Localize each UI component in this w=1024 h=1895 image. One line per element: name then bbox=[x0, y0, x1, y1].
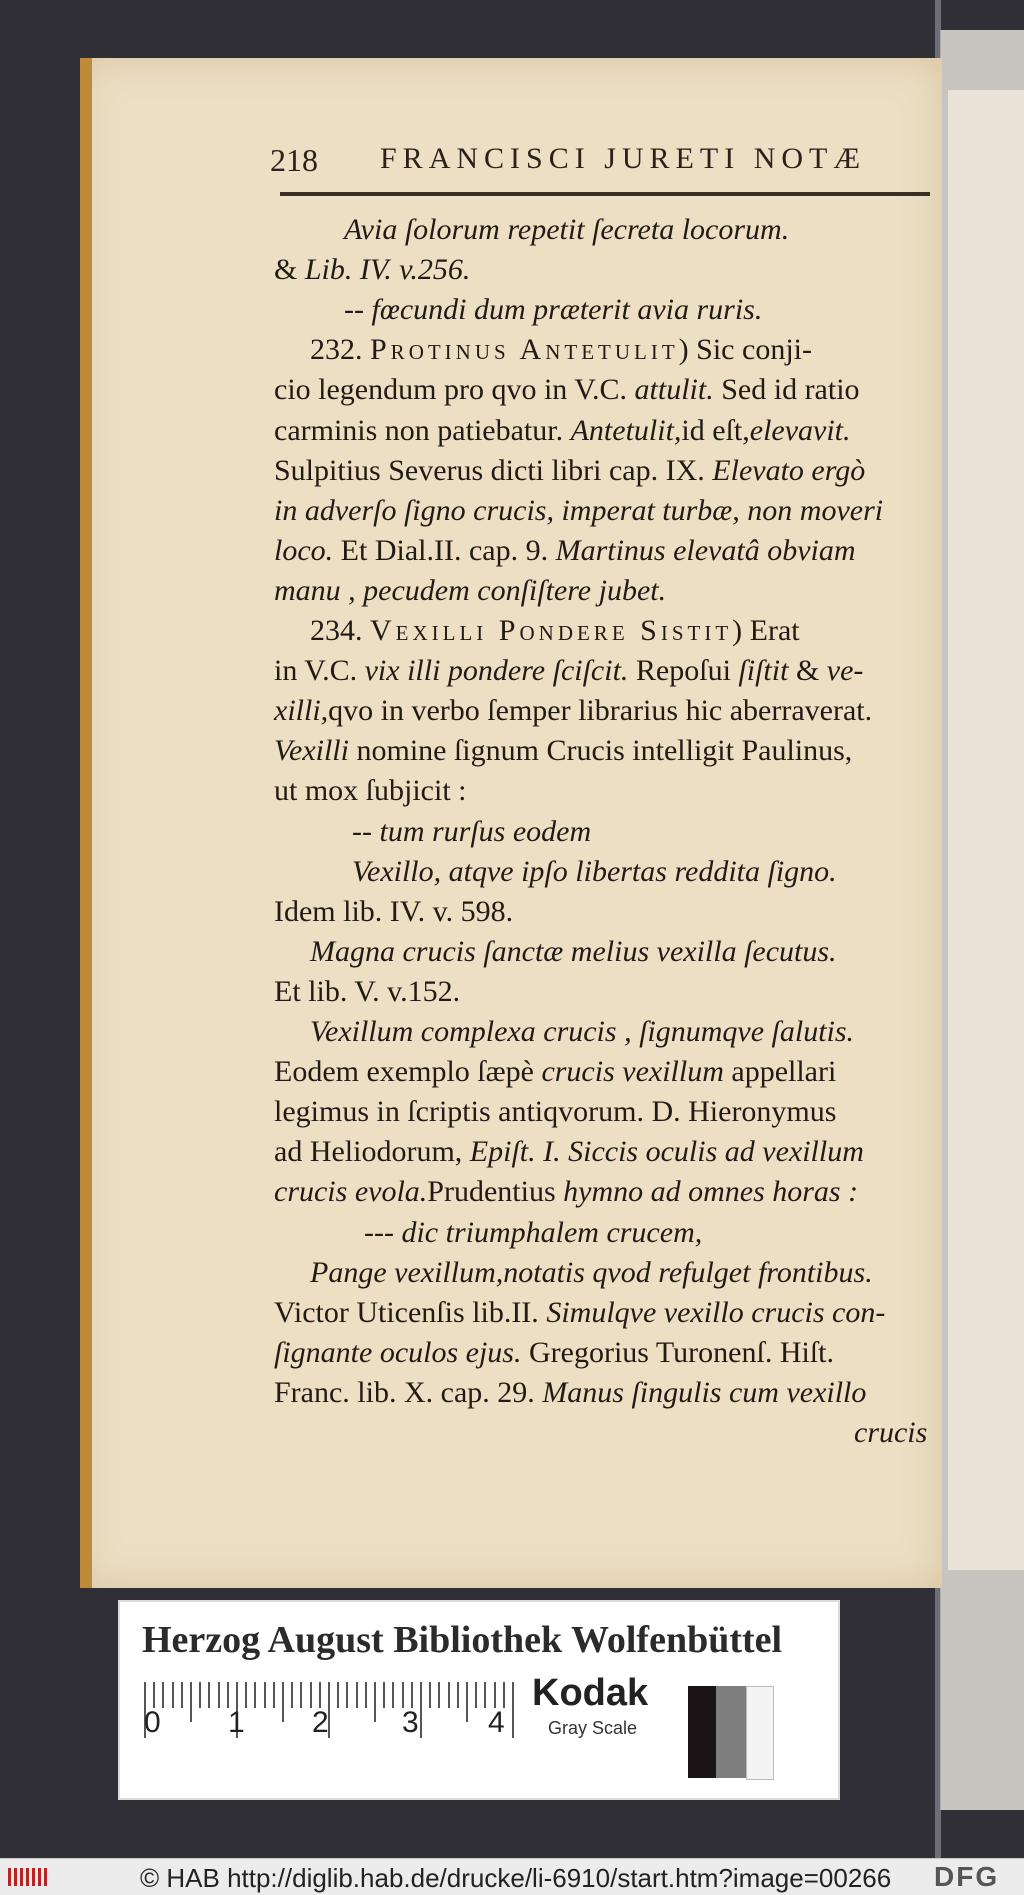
text-line bbox=[310, 932, 837, 972]
text-segment: ) Erat bbox=[732, 614, 800, 647]
ruler-tick bbox=[337, 1682, 339, 1708]
text-segment: Vexillo, atqve ipſo libertas reddita ſigno. bbox=[352, 855, 837, 888]
gray-scale-label: Gray Scale bbox=[548, 1718, 638, 1738]
text-segment: Vexilli bbox=[274, 734, 349, 767]
text-segment: Vexilli Pondere Sistit bbox=[370, 614, 733, 647]
gray-patch bbox=[716, 1686, 746, 1778]
text-segment: carminis non patiebatur. bbox=[274, 414, 571, 447]
ruler-tick bbox=[162, 1682, 164, 1708]
text-line bbox=[274, 892, 513, 932]
footer-copyright-link[interactable]: © HAB http://diglib.hab.de/drucke/li-6910/start.htm?image=00266 bbox=[140, 1863, 892, 1893]
text-segment: Lib. IV. v.256. bbox=[304, 253, 471, 286]
ruler-tick bbox=[310, 1682, 312, 1708]
text-segment: Avia ſolorum repetit ſecreta locorum. bbox=[344, 213, 790, 246]
text-segment: Pange vexillum,notatis qvod refulget frontibus. bbox=[310, 1256, 873, 1289]
text-segment: ad Heliodorum, bbox=[274, 1135, 470, 1168]
ruler-tick bbox=[199, 1682, 201, 1708]
text-segment: vix illi pondere ſciſcit. bbox=[364, 654, 629, 687]
text-line bbox=[274, 1333, 834, 1373]
text-line bbox=[352, 852, 837, 892]
text-line bbox=[274, 411, 851, 451]
text-line bbox=[274, 651, 863, 691]
text-segment: Eodem exemplo ſæpè bbox=[274, 1055, 542, 1088]
text-segment: Et Dial.II. cap. 9. bbox=[333, 534, 556, 567]
ruler-tick bbox=[429, 1682, 431, 1708]
facing-page-paper bbox=[948, 90, 1024, 1570]
text-line bbox=[310, 611, 800, 651]
text-segment: Idem lib. IV. v. 598. bbox=[274, 895, 514, 928]
hab-logo-icon bbox=[6, 1865, 52, 1889]
dfg-logo: DFG bbox=[934, 1861, 1000, 1892]
ruler-tick bbox=[457, 1682, 459, 1708]
text-segment: Manus ſingulis cum vexillo bbox=[542, 1376, 867, 1409]
text-segment: in adverſo ſigno crucis, imperat turbæ, non moveri bbox=[274, 494, 884, 527]
text-line bbox=[274, 1132, 864, 1172]
text-line bbox=[310, 330, 812, 370]
text-segment: & bbox=[788, 654, 827, 687]
text-line bbox=[274, 1373, 866, 1413]
text-segment: in V.C. bbox=[274, 654, 365, 687]
text-line bbox=[274, 1092, 836, 1132]
text-segment: Martinus elevatâ obviam bbox=[555, 534, 856, 567]
text-segment: loco. bbox=[274, 534, 334, 567]
text-segment: Franc. lib. X. cap. 29. bbox=[274, 1376, 543, 1409]
kodak-logo: Kodak bbox=[532, 1672, 649, 1714]
ruler-tick bbox=[227, 1682, 229, 1708]
ruler-tick bbox=[218, 1682, 220, 1708]
ruler-tick bbox=[392, 1682, 394, 1708]
card-title: Herzog August Bibliothek Wolfenbüttel bbox=[142, 1619, 783, 1661]
ruler-tick bbox=[420, 1682, 422, 1738]
text-segment: Protinus Antetulit bbox=[370, 333, 679, 366]
ruler-tick bbox=[245, 1682, 247, 1708]
text-segment: attulit. bbox=[634, 373, 714, 406]
ruler-tick bbox=[172, 1682, 174, 1708]
text-segment: crucis evola. bbox=[274, 1175, 428, 1208]
ruler-tick bbox=[466, 1682, 468, 1722]
text-line bbox=[310, 1012, 854, 1052]
ruler-tick bbox=[365, 1682, 367, 1708]
text-segment: Et lib. V. v.152. bbox=[274, 975, 461, 1008]
ruler-tick bbox=[484, 1682, 486, 1708]
text-segment: Sed id ratio bbox=[713, 373, 860, 406]
white-patch bbox=[746, 1686, 774, 1780]
ruler-tick bbox=[190, 1682, 192, 1722]
page-number: 218 bbox=[270, 142, 318, 178]
text-line bbox=[352, 812, 591, 852]
text-line bbox=[854, 1413, 927, 1453]
text-line bbox=[274, 1052, 836, 1092]
text-segment: Antetulit, bbox=[570, 414, 682, 447]
text-segment: Prudentius bbox=[427, 1175, 564, 1208]
text-line bbox=[274, 571, 666, 611]
text-line bbox=[274, 451, 865, 491]
text-segment: & bbox=[274, 253, 305, 286]
text-line bbox=[274, 531, 856, 571]
text-segment: crucis bbox=[854, 1416, 928, 1449]
text-segment: Epiſt. I. Siccis oculis ad vexillum bbox=[469, 1135, 864, 1168]
ruler-tick bbox=[374, 1682, 376, 1722]
ruler-tick bbox=[319, 1682, 321, 1708]
ruler-tick bbox=[448, 1682, 450, 1708]
text-segment: ) Sic conji- bbox=[678, 333, 812, 366]
text-segment: ſiſtit bbox=[738, 654, 789, 687]
text-segment: Simulqve vexillo crucis con- bbox=[546, 1296, 886, 1329]
text-segment: Vexillum complexa crucis , ſignumqve ſalutis. bbox=[310, 1015, 855, 1048]
text-segment: --- dic triumphalem crucem, bbox=[364, 1216, 703, 1249]
text-line bbox=[274, 731, 852, 771]
ruler-tick bbox=[153, 1682, 155, 1708]
page-edge bbox=[80, 58, 92, 1588]
black-patch bbox=[688, 1686, 716, 1778]
text-line bbox=[344, 210, 789, 250]
text-line bbox=[274, 1172, 858, 1212]
text-line bbox=[364, 1213, 702, 1253]
ruler-number: 1 bbox=[228, 1706, 245, 1739]
text-segment: appellari bbox=[723, 1055, 837, 1088]
ruler-tick bbox=[411, 1682, 413, 1708]
text-segment: -- tum rurſus eodem bbox=[352, 815, 592, 848]
text-segment: id eſt, bbox=[681, 414, 750, 447]
text-segment: Gregorius Turonenſ. Hiſt. bbox=[521, 1336, 834, 1369]
text-line bbox=[274, 1293, 885, 1333]
text-line bbox=[274, 691, 872, 731]
ruler-tick bbox=[512, 1682, 514, 1738]
text-segment: manu , pecudem conſiſtere jubet. bbox=[274, 574, 667, 607]
ruler-number: 2 bbox=[312, 1706, 329, 1739]
text-segment: Elevato ergò bbox=[712, 454, 866, 487]
text-line bbox=[310, 1253, 873, 1293]
ruler-tick bbox=[254, 1682, 256, 1708]
text-segment: 232. bbox=[310, 333, 370, 366]
text-line bbox=[274, 250, 470, 290]
ruler bbox=[144, 1682, 524, 1742]
ruler-tick bbox=[356, 1682, 358, 1708]
text-line bbox=[344, 290, 762, 330]
ruler-tick bbox=[264, 1682, 266, 1708]
ruler-number: 3 bbox=[402, 1706, 419, 1739]
text-line bbox=[274, 972, 460, 1012]
text-segment: Victor Uticenſis lib.II. bbox=[274, 1296, 547, 1329]
text-segment: legimus in ſcriptis antiqvorum. D. Hieronymus bbox=[274, 1095, 837, 1128]
text-segment: ve- bbox=[826, 654, 864, 687]
ruler-tick bbox=[503, 1682, 505, 1708]
footer-bar bbox=[0, 1858, 1024, 1895]
text-segment: ſignante oculos ejus. bbox=[274, 1336, 522, 1369]
ruler-tick bbox=[475, 1682, 477, 1708]
text-segment: -- fœcundi dum præterit avia ruris. bbox=[344, 293, 763, 326]
text-segment: hymno ad omnes horas : bbox=[563, 1175, 859, 1208]
ruler-tick bbox=[383, 1682, 385, 1708]
text-line bbox=[274, 491, 883, 531]
text-segment: ut mox ſubjicit : bbox=[274, 774, 467, 807]
text-segment: Sulpitius Severus dicti libri cap. IX. bbox=[274, 454, 713, 487]
text-segment: Repoſui bbox=[628, 654, 739, 687]
ruler-tick bbox=[402, 1682, 404, 1708]
text-segment: 234. bbox=[310, 614, 370, 647]
header-rule bbox=[280, 192, 930, 196]
ruler-tick bbox=[273, 1682, 275, 1708]
ruler-tick bbox=[346, 1682, 348, 1708]
text-segment: cio legendum pro qvo in V.C. bbox=[274, 373, 635, 406]
ruler-tick bbox=[494, 1682, 496, 1708]
text-segment: elevavit. bbox=[749, 414, 851, 447]
ruler-tick bbox=[208, 1682, 210, 1708]
ruler-tick bbox=[282, 1682, 284, 1722]
text-segment: xilli, bbox=[274, 694, 329, 727]
text-segment: crucis vexillum bbox=[541, 1055, 724, 1088]
ruler-tick bbox=[291, 1682, 293, 1708]
page-header bbox=[270, 142, 930, 188]
text-segment: qvo in verbo ſemper librarius hic aberraverat. bbox=[328, 694, 873, 727]
text-segment: nomine ſignum Crucis intelligit Paulinus, bbox=[348, 734, 853, 767]
text-line bbox=[274, 370, 860, 410]
ruler-tick bbox=[438, 1682, 440, 1708]
ruler-number: 4 bbox=[488, 1706, 505, 1739]
text-line bbox=[274, 771, 467, 811]
ruler-number: 0 bbox=[144, 1706, 161, 1739]
text-segment: Magna crucis ſanctæ melius vexilla ſecutus. bbox=[310, 935, 837, 968]
color-card bbox=[118, 1600, 840, 1800]
running-title: FRANCISCI JURETI NOTÆ bbox=[380, 142, 867, 175]
ruler-tick bbox=[300, 1682, 302, 1708]
ruler-tick bbox=[181, 1682, 183, 1708]
